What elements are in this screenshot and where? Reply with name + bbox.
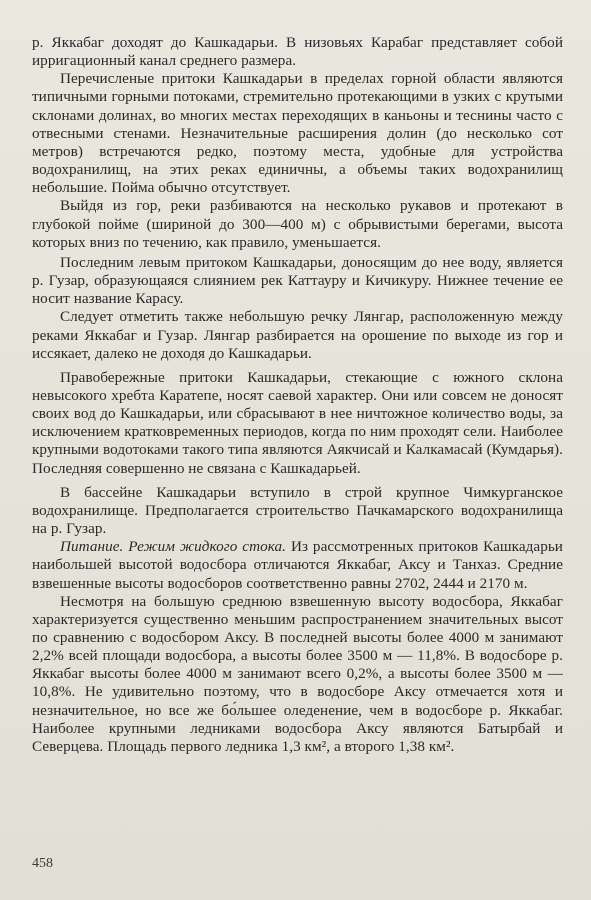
- paragraph-feeding-text: Из рассмотренных притоков Кашкадарьи наибольшей высотой водосбора отличаются Яккабаг, Аксу и Танхаз. Средние взвешенные высоты водосборов соответственно равны 2702, 2444 и 2170 м.: [32, 538, 563, 592]
- paragraph-right-tributaries: Правобережные притоки Кашкадарьи, стекающие с южного склона невысокого хребта Каратепе, носят саевой характер. Они или совсем не доносят своих вод до Кашкадарьи, или сбрасывают в нее ничтожное количество воды, за исключением кратковременных периодов, когда по ним проходят сели. Наиболее крупными водотоками такого типа являются Аякчисай и Калкамасай (Кумдарья). Последняя совершенно не связана с Кашкадарьей.: [32, 368, 563, 477]
- paragraph-guzar: Последним левым притоком Кашкадарьи, доносящим до нее воду, является р. Гузар, образующаяся слиянием рек Каттауру и Кичикуру. Нижнее течение ее носит название Карасу.: [32, 253, 563, 308]
- paragraph-mountain-tributaries: Перечисленые притоки Кашкадарьи в пределах горной области являются типичными горными потоками, стремительно протекающими в узких с крутыми склонами долинах, во многих местах переходящих в каньоны и теснины часто с отвесными стенами. Незначительные расширения долин (до несколько сот метров) встречаются редко, поэтому места, удобные для устройства водохранилищ, на этих реках единичны, а объемы таких водохранилищ небольшие. Пойма обычно отсутствует.: [32, 70, 563, 197]
- body-text: [32, 34, 563, 756]
- paragraph-feeding: [32, 538, 563, 592]
- paragraph-glaciation: Несмотря на большую среднюю взвешенную высоту водосбора, Яккабаг характеризуется существенно меньшим распространением значительных высот по сравнению с водосбором Аксу. В последней высоты более 4000 м занимают 2,2% всей площади водосбора, а высоты более 3500 м — 11,8%. В водосборе р. Яккабаг высоты более 4000 м занимают всего 0,2%, а высоты более 3500 м — 10,8%. Не удивительно поэтому, что в водосборе Аксу отмечается хотя и незначительное, но все же бо́льшее оледенение, чем в водосборе р. Яккабаг. Наиболее крупными ледниками водосбора Аксу являются Батырбай и Северцева. Площадь первого ледника 1,3 км², а второго 1,38 км².: [32, 592, 563, 755]
- page-number: 458: [32, 856, 53, 871]
- paragraph-reservoirs: В бассейне Кашкадарьи вступило в строй крупное Чимкурганское водохранилище. Предполагается строительство Пачкамарского водохранилища на р. Гузар.: [32, 483, 563, 538]
- paragraph-floodplain: Выйдя из гор, реки разбиваются на несколько рукавов и протекают в глубокой пойме (шириной до 300—400 м) с обрывистыми берегами, высота которых вниз по течению, как правило, уменьшается.: [32, 197, 563, 251]
- paragraph-lyangar: Следует отметить также небольшую речку Лянгар, расположенную между реками Яккабаг и Гузар. Лянгар разбирается на орошение по выходе из гор и иссякает, далеко не доходя до Кашкадарьи.: [32, 308, 563, 362]
- paragraph-yakkabag-karabag: р. Яккабаг доходят до Кашкадарьи. В низовьях Карабаг представляет собой ирригационный канал среднего размера.: [32, 34, 563, 70]
- section-heading-feeding: Питание. Режим жидкого стока.: [60, 538, 287, 556]
